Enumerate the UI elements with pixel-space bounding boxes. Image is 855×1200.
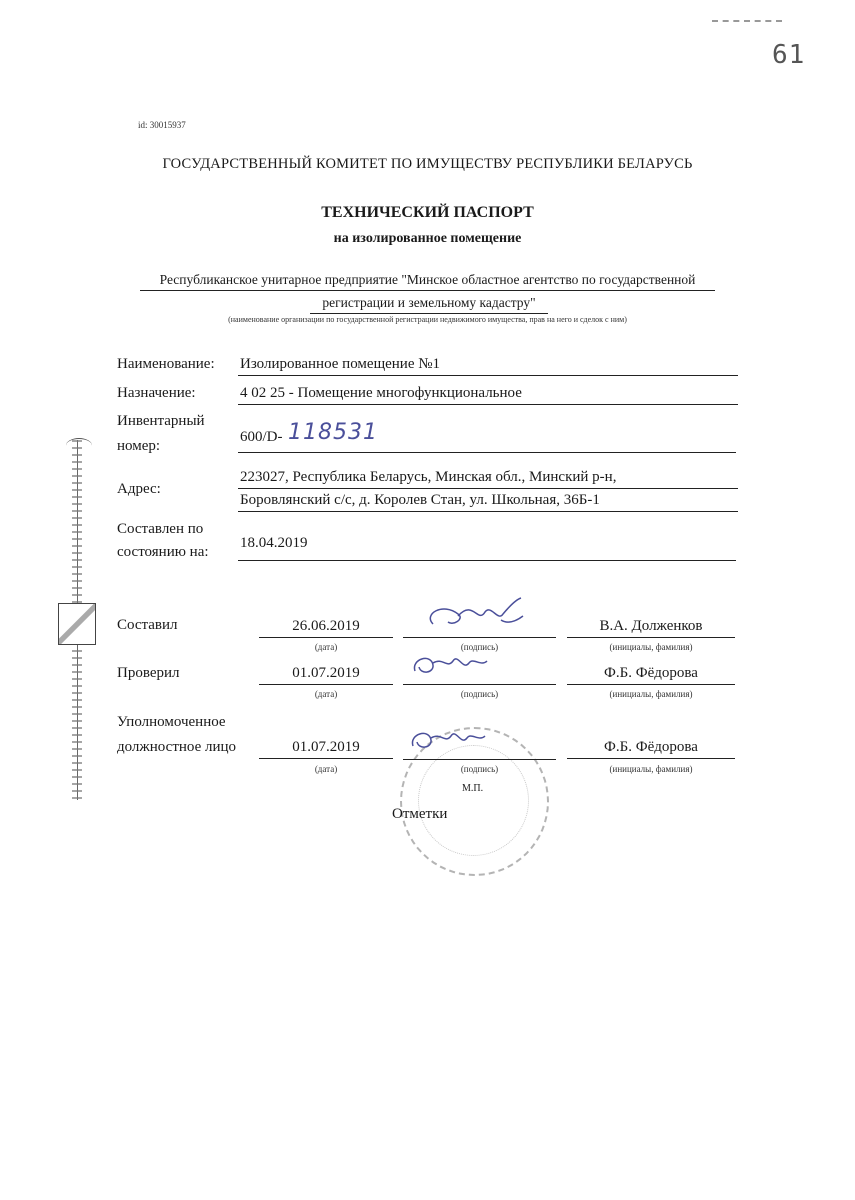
authorized-label-2: должностное лицо [117,739,237,755]
inventory-label-2: номер: [117,438,161,454]
compiled-label: Составил [117,617,178,633]
marks-label: Отметки [392,806,448,822]
document-subtitle: на изолированное помещение [333,231,522,246]
state-value: 18.04.2019 [240,535,308,551]
authorized-name: Ф.Б. Фёдорова [567,736,735,759]
document-id: id: 30015937 [138,120,186,130]
checked-label: Проверил [117,665,180,681]
purpose-label: Назначение: [117,385,196,401]
authorized-signature [403,718,556,758]
authorized-label-1: Уполномоченное [117,714,226,730]
checked-sign-caption: (подпись) [460,689,499,699]
checked-name: Ф.Б. Фёдорова [567,662,735,685]
document-title: ТЕХНИЧЕСКИЙ ПАСПОРТ [321,204,534,221]
purpose-value: 4 02 25 - Помещение многофункциональное [238,382,738,405]
authorized-date: 01.07.2019 [259,736,393,759]
committee-header: ГОСУДАРСТВЕННЫЙ КОМИТЕТ ПО ИМУЩЕСТВУ РЕСПУБЛИКИ БЕЛАРУСЬ [162,156,693,172]
checked-name-caption: (инициалы, фамилия) [609,689,693,699]
compiled-date: 26.06.2019 [259,615,393,638]
binding-clip [58,603,96,645]
compiled-name-caption: (инициалы, фамилия) [609,642,693,652]
authorized-sign-caption: (подпись) [460,764,499,774]
page-number: 61 [772,40,806,70]
scan-dashes [712,20,782,32]
authorized-name-caption: (инициалы, фамилия) [609,764,693,774]
compiled-sign-caption: (подпись) [460,642,499,652]
checked-signature-line [403,655,556,685]
checked-date: 01.07.2019 [259,662,393,685]
state-value-row [238,528,736,561]
inventory-handwritten: 118531 [288,420,378,445]
address-line-2: Боровлянский с/с, д. Королев Стан, ул. Школьная, 36Б-1 [238,489,738,512]
compiled-signature [403,594,556,634]
compiled-signature-line [403,608,556,638]
inventory-prefix: 600/D- [240,429,283,445]
agency-caption: (наименование организации по государственной регистрации недвижимого имущества, прав на него и сделок с ним) [228,315,627,324]
checked-signature [403,643,556,683]
name-label: Наименование: [117,356,215,372]
state-label-2: состоянию на: [117,544,209,560]
inventory-value [238,422,736,453]
inventory-label-1: Инвентарный [117,413,205,429]
compiled-date-caption: (дата) [314,642,338,652]
agency-line-2: регистрации и земельному кадастру" [310,295,548,314]
agency-line-1: Республиканское унитарное предприятие "Минское областное агентство по государственной [140,272,715,291]
authorized-signature-line [403,730,556,760]
seal-place-label: М.П. [462,783,484,794]
address-line-1: 223027, Республика Беларусь, Минская обл., Минский р-н, [238,466,738,489]
authorized-date-caption: (дата) [314,764,338,774]
name-value: Изолированное помещение №1 [238,353,738,376]
compiled-name: В.А. Долженков [567,615,735,638]
seal-stamp-inner [418,745,529,856]
state-label-1: Составлен по [117,521,204,537]
checked-date-caption: (дата) [314,689,338,699]
address-label: Адрес: [117,481,161,497]
